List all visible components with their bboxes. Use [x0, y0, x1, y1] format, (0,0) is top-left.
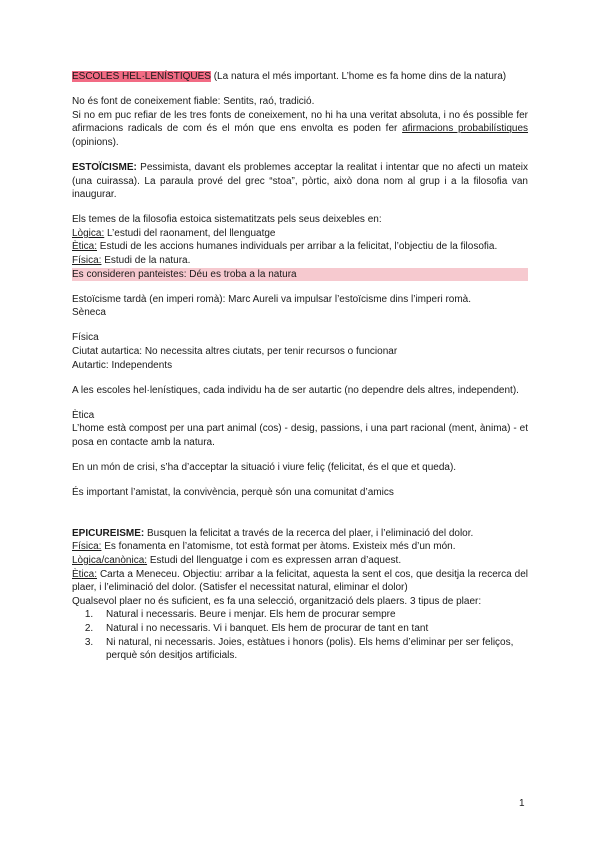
epicurean-physics-text: Es fonamenta en l’atomisme, tot està format per àtoms. Existeix més d’un món.	[101, 541, 456, 553]
autarkic-definition-line: Autartic: Independents	[72, 359, 173, 371]
epicurean-ethics-text: Carta a Meneceu. Objectiu: arribar a la felicitat, aquesta la sent el cos, que desitja la recerca del plaer, i l’eliminació del dolor. (Satisfer el necessitat natural, eliminar el dolor)	[72, 568, 528, 594]
human-composition-line: L’home està compost per una part animal (cos) - desig, passions, i una part racional (ment, ànima) - et posa en contacte amb la natura.	[72, 423, 528, 448]
no-absolute-truth-text: Si no em puc refiar de les tres fonts de coneixement, no hi ha una veritat absoluta, i no és possible fer afirmacions radicals de com és el món que ens envolta es poden fer	[72, 109, 528, 135]
epicureanism-description: Busquen la felicitat a través de la recerca del plaer, i l’eliminació del dolor.	[144, 527, 474, 539]
physics-text: Estudi de la natura.	[101, 255, 191, 267]
stoicism-heading: ESTOÏCISME:	[72, 161, 137, 173]
list-item: 2. Natural i no necessaris. Vi i banquet. Els hem de procurar de tant en tant	[96, 622, 528, 636]
ethics-label: Ètica:	[72, 241, 98, 253]
list-item: 3. Ni natural, ni necessaris. Joies, estàtues i honors (polis). Els hems d’eliminar per ser feliços, perquè són desitjos artificials.	[96, 636, 528, 663]
epicurean-physics-line	[72, 540, 528, 554]
stoicism-intro-paragraph	[72, 161, 528, 202]
stoicism-themes-paragraph	[72, 213, 528, 281]
epicureanism-section	[72, 527, 528, 663]
ethics-text: Estudi de les accions humanes individuals per arribar a la felicitat, l’objectiu de la filosofia.	[97, 241, 498, 253]
epicureanism-intro-line	[72, 527, 528, 541]
intro-heading-paragraph	[72, 70, 528, 84]
logic-text: L’estudi del raonament, del llenguatge	[104, 227, 276, 239]
seneca-line: Sèneca	[72, 307, 106, 319]
etica-heading: Ètica	[72, 409, 95, 421]
epicurean-logic-label: Lògica/canònica:	[72, 554, 148, 566]
late-stoicism-paragraph	[72, 293, 528, 320]
stoic-ethics-paragraph	[72, 409, 528, 450]
epicurean-ethics-line	[72, 568, 528, 595]
stoic-ethics-line	[72, 240, 528, 254]
knowledge-paragraph	[72, 95, 528, 149]
stoic-physics-line	[72, 254, 528, 268]
intro-subtitle: (La natura el més important. L’home es fa home dins de la natura)	[210, 71, 507, 82]
epicurean-physics-label: Física:	[72, 541, 102, 553]
pleasure-types-list	[72, 608, 528, 662]
stoic-physics-paragraph	[72, 331, 528, 372]
probabilistic-claims-link: afirmacions probabilístiques	[402, 123, 529, 135]
page-number: 1	[519, 798, 525, 809]
crisis-paragraph: En un món de crisi, s’ha d’acceptar la situació i viure feliç (felicitat, és el que et queda).	[72, 462, 457, 474]
epicurean-logic-line	[72, 554, 528, 568]
section-title-hellenistic: ESCOLES HEL·LENÍSTIQUES	[72, 71, 211, 82]
friendship-paragraph: És important l’amistat, la convivència, perquè són una comunitat d’amics	[72, 487, 394, 499]
stoic-logic-line	[72, 227, 528, 241]
knowledge-sources-line: No és font de coneixement fiable: Sentits, raó, tradició.	[72, 96, 315, 108]
document-page	[72, 70, 528, 663]
autarkic-city-line: Ciutat autartica: No necessita altres ciutats, per tenir recursos o funcionar	[72, 346, 398, 357]
fisica-heading: Física	[72, 332, 99, 344]
schools-autarkic-paragraph: A les escoles hel·lenístiques, cada individu ha de ser autartic (no dependre dels altres, independent).	[72, 384, 519, 396]
epicurean-ethics-label: Ètica:	[72, 568, 98, 580]
opinions-text: (opinions).	[72, 136, 119, 148]
physics-label: Física:	[72, 255, 102, 267]
pantheists-highlight: Es consideren panteistes: Déu es troba a la natura	[72, 268, 528, 282]
late-stoicism-line: Estoïcisme tardà (en imperi romà): Marc Aureli va impulsar l’estoïcisme dins l’imperi romà.	[72, 293, 472, 305]
epicureanism-heading: EPICUREISME:	[72, 527, 145, 539]
logic-label: Lògica:	[72, 227, 105, 239]
stoic-themes-intro: Els temes de la filosofia estoica sistematitzats pels seus deixebles en:	[72, 214, 382, 226]
epicurean-logic-text: Estudi del llenguatge i com es expressen arran d’aquest.	[147, 554, 402, 566]
list-item: 1. Natural i necessaris. Beure i menjar. Els hem de procurar sempre	[96, 608, 528, 622]
stoicism-description: Pessimista, davant els problemes acceptar la realitat i intentar que no afecti un mateix (una cuirassa). La paraula prové del grec “stoa”, pòrtic, això dona nom al grup i a la filosofia van inaugurar.	[72, 161, 528, 201]
pleasure-intro-line: Qualsevol plaer no és suficient, es fa una selecció, organització dels plaers. 3 tipus de plaer:	[72, 595, 482, 607]
